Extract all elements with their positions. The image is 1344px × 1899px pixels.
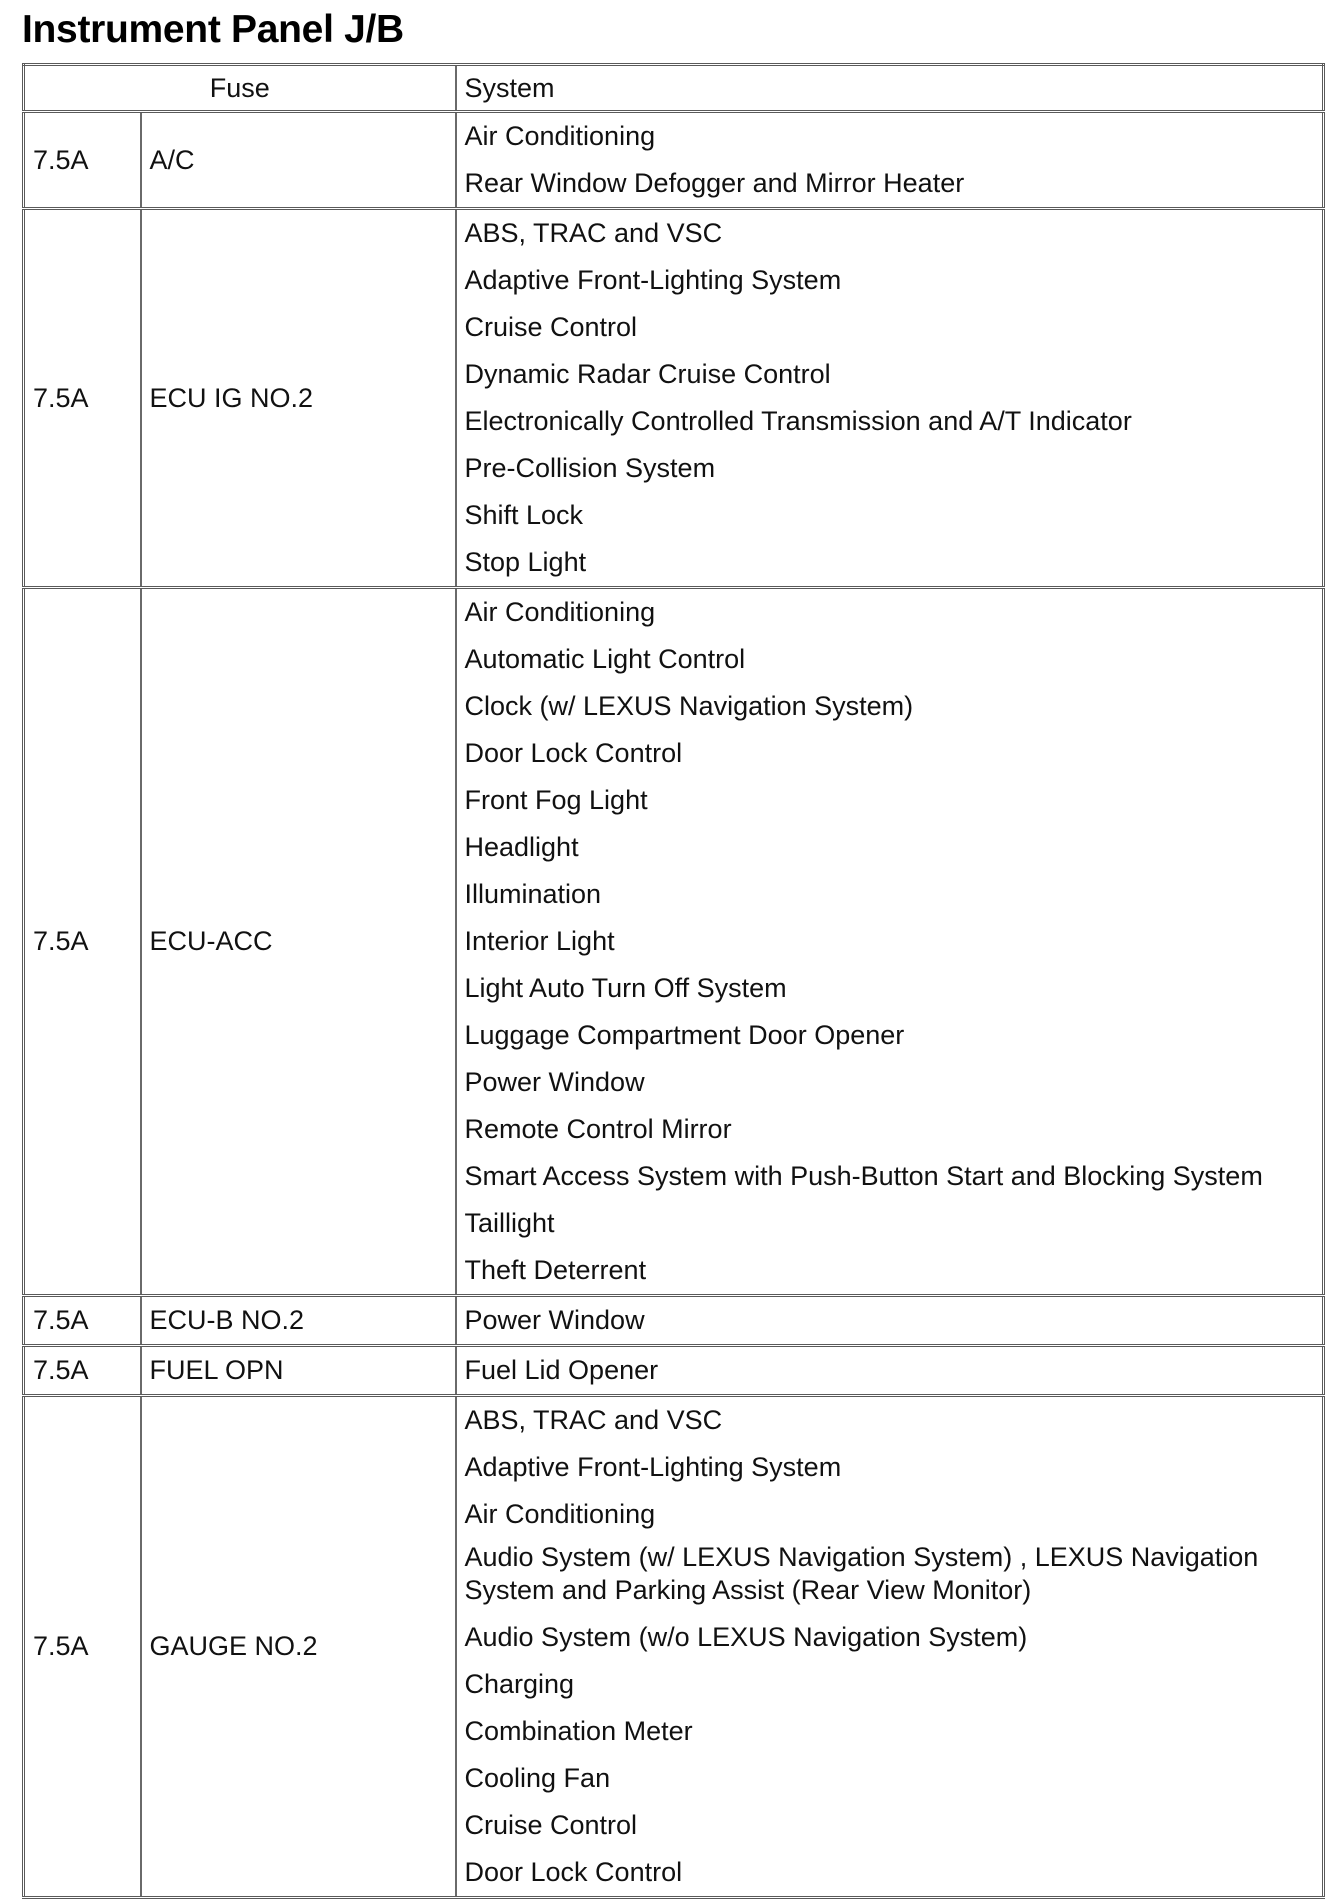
- system-item: Clock (w/ LEXUS Navigation System): [464, 691, 914, 721]
- system-list: [456, 588, 1324, 1296]
- system-item: Charging: [464, 1669, 575, 1699]
- page-title: Instrument Panel J/B: [22, 8, 404, 51]
- table-row: [24, 112, 1324, 209]
- system-list: [456, 112, 1324, 209]
- system-item: Cruise Control: [464, 312, 638, 342]
- system-item: Front Fog Light: [464, 785, 648, 815]
- system-item: Audio System (w/ LEXUS Navigation System) , LEXUS Navigation System and Parking Assist (Rear View Monitor): [464, 1542, 1259, 1605]
- system-item: Pre-Collision System: [464, 453, 716, 483]
- system-item: Power Window: [464, 1305, 645, 1335]
- fuse-name: FUEL OPN: [141, 1346, 456, 1396]
- table-row: [24, 1396, 1324, 1898]
- system-item: Power Window: [464, 1067, 645, 1097]
- system-item: Smart Access System with Push-Button Start and Blocking System: [464, 1161, 1263, 1191]
- fuse-name: ECU-ACC: [141, 588, 456, 1296]
- system-item: Combination Meter: [464, 1716, 693, 1746]
- system-item: Audio System (w/o LEXUS Navigation System): [464, 1622, 1028, 1652]
- table-row: [24, 588, 1324, 1296]
- system-list: [456, 209, 1324, 588]
- system-item: Taillight: [464, 1208, 555, 1238]
- system-item: Air Conditioning: [464, 1499, 656, 1529]
- system-item: ABS, TRAC and VSC: [464, 1405, 723, 1435]
- system-item: Door Lock Control: [464, 738, 683, 768]
- column-header-system: System: [456, 65, 1324, 112]
- fuse-amperage: 7.5A: [24, 1346, 141, 1396]
- system-item: Theft Deterrent: [464, 1255, 647, 1285]
- system-item: Shift Lock: [464, 500, 584, 530]
- system-item: Automatic Light Control: [464, 644, 746, 674]
- system-item: Interior Light: [464, 926, 615, 956]
- table-body: [24, 112, 1324, 1898]
- system-item: Door Lock Control: [464, 1857, 683, 1887]
- fuse-amperage: 7.5A: [24, 209, 141, 588]
- table-row: [24, 1296, 1324, 1346]
- table-header-row: [24, 65, 1324, 112]
- fuse-name: ECU IG NO.2: [141, 209, 456, 588]
- system-item: Air Conditioning: [464, 121, 656, 151]
- fuse-amperage: 7.5A: [24, 112, 141, 209]
- system-item: Electronically Controlled Transmission and A/T Indicator: [464, 406, 1132, 436]
- system-item: Dynamic Radar Cruise Control: [464, 359, 831, 389]
- system-item: Adaptive Front-Lighting System: [464, 265, 842, 295]
- system-list: [456, 1346, 1324, 1396]
- fuse-amperage: 7.5A: [24, 1396, 141, 1898]
- system-item: Cruise Control: [464, 1810, 638, 1840]
- fuse-name: ECU-B NO.2: [141, 1296, 456, 1346]
- system-list: [456, 1396, 1324, 1898]
- system-item: Air Conditioning: [464, 597, 656, 627]
- system-item: Remote Control Mirror: [464, 1114, 732, 1144]
- system-item: Illumination: [464, 879, 602, 909]
- fuse-amperage: 7.5A: [24, 1296, 141, 1346]
- system-item: Stop Light: [464, 547, 587, 577]
- table-row: [24, 1346, 1324, 1396]
- system-list: [456, 1296, 1324, 1346]
- fuse-name: GAUGE NO.2: [141, 1396, 456, 1898]
- system-item: Luggage Compartment Door Opener: [464, 1020, 905, 1050]
- column-header-fuse: Fuse: [24, 65, 456, 112]
- system-item: Fuel Lid Opener: [464, 1355, 659, 1385]
- system-item: Headlight: [464, 832, 579, 862]
- system-item: ABS, TRAC and VSC: [464, 218, 723, 248]
- system-item: Cooling Fan: [464, 1763, 611, 1793]
- system-item: Light Auto Turn Off System: [464, 973, 787, 1003]
- fuse-table: [22, 63, 1325, 1899]
- fuse-amperage: 7.5A: [24, 588, 141, 1296]
- system-item: Rear Window Defogger and Mirror Heater: [464, 168, 965, 198]
- table-row: [24, 209, 1324, 588]
- fuse-name: A/C: [141, 112, 456, 209]
- system-item: Adaptive Front-Lighting System: [464, 1452, 842, 1482]
